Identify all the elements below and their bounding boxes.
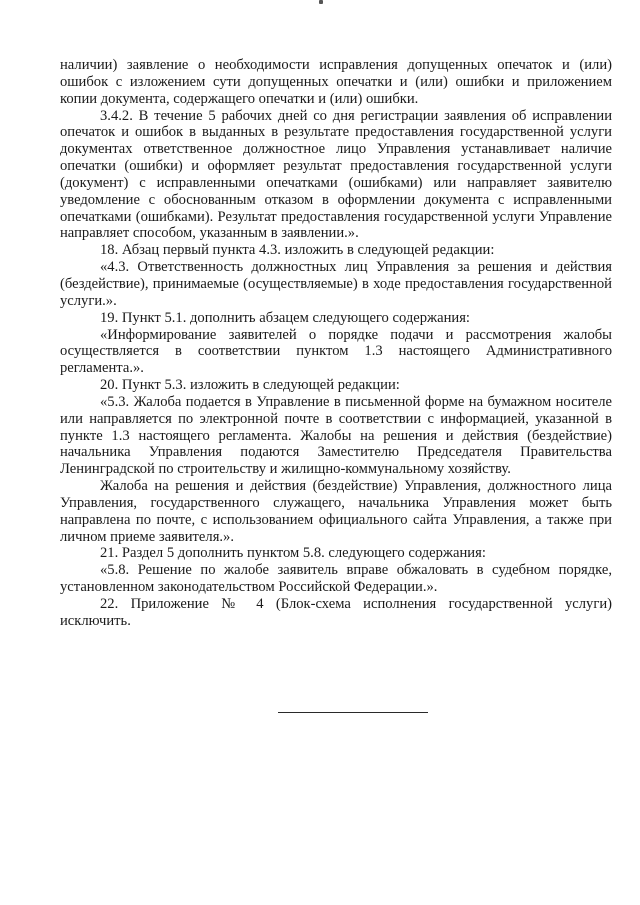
paragraph-5-3-continued: Жалоба на решения и действия (бездействие) Управления, должностного лица Управления, государственного служащего, начальника Управления может быть направлена по почте, с использованием официального сайта Управления, а также при личном приеме заявителя.».: [60, 478, 612, 545]
paragraph-item-21: 21. Раздел 5 дополнить пунктом 5.8. следующего содержания:: [100, 545, 486, 562]
paragraph-item-20: 20. Пункт 5.3. изложить в следующей редакции:: [100, 377, 400, 394]
paragraph-5-8: «5.8. Решение по жалобе заявитель вправе обжаловать в судебном порядке, установленном законодательством Российской Федерации.».: [60, 562, 612, 596]
paragraph-3-4-2: 3.4.2. В течение 5 рабочих дней со дня регистрации заявления об исправлении опечаток и ошибок в выданных в результате предоставления государственной услуги документах ответственное должностное лицо Управления устанавливает наличие опечатки (ошибки) и оформляет результат предоставления государственной услуги (документ) с исправленными опечатками (ошибками) или направляет заявителю уведомление с обоснованным отказом в оформлении документа с исправленными опечатками (ошибками). Результат предоставления государственной услуги Управление направляет способом, указанным в заявлении.».: [60, 107, 612, 242]
paragraph-5-1: «Информирование заявителей о порядке подачи и рассмотрения жалобы осуществляется в соответствии пунктом 1.3 настоящего Административного регламента.».: [60, 326, 612, 377]
document-body: [60, 57, 612, 630]
paragraph-4-3: «4.3. Ответственность должностных лиц Управления за решения и действия (бездействие), принимаемые (осуществляемые) в ходе предоставления государственной услуги.».: [60, 259, 612, 309]
scan-mark: [319, 0, 323, 4]
paragraph-item-18: 18. Абзац первый пункта 4.3. изложить в следующей редакции:: [100, 242, 495, 259]
closing-divider: [278, 712, 428, 713]
paragraph-5-3: «5.3. Жалоба подается в Управление в письменной форме на бумажном носителе или направляется по электронной почте в соответствии с информацией, указанной в пункте 1.3 настоящего регламента. Жалобы на решения и действия (бездействие) начальника Управления подаются Заместителю Председателя Правительства Ленинградской по строительству и жилищно-коммунальному хозяйству.: [60, 393, 612, 478]
paragraph-item-19: 19. Пункт 5.1. дополнить абзацем следующего содержания:: [100, 309, 470, 326]
paragraph-item-22: 22. Приложение № 4 (Блок-схема исполнения государственной услуги) исключить.: [60, 596, 612, 629]
paragraph-continuation: наличии) заявление о необходимости исправления допущенных опечаток и (или) ошибок с изложением сути допущенных опечатки и (или) ошибки и приложением копии документа, содержащего опечатки и (или) ошибки.: [60, 57, 612, 107]
